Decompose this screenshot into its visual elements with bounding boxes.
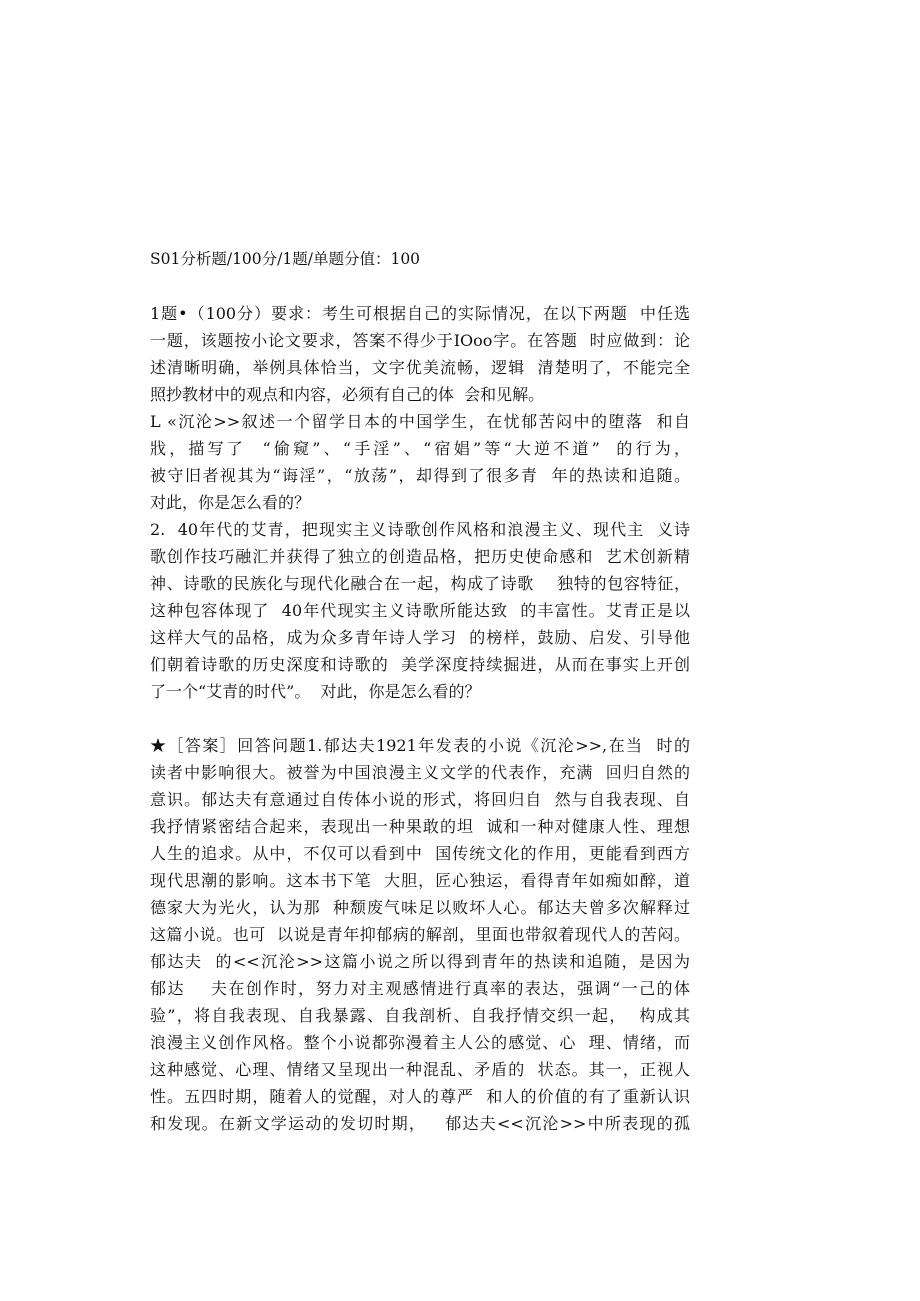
question-line: L «沉沦>>叙述一个留学日本的中国学生，在忧郁苦闷中的堕落 和自 [150, 412, 690, 431]
answer-line: 郁达夫 的<<沉沦>>这篇小说之所以得到青年的热读和追随，是因为 [150, 952, 690, 971]
question-line: 2. 40年代的艾青，把现实主义诗歌创作风格和浪漫主义、现代主 义诗 [150, 520, 690, 539]
answer-line: 验”，将自我表现、自我暴露、自我剖析、自我抒情交织一起， 构成其 [150, 1006, 690, 1025]
question-line: 照抄教材中的观点和内容，必须有自己的体 会和见解。 [150, 385, 545, 404]
question-line: 这样大气的品格，成为众多青年诗人学习 的榜样，鼓励、启发、引导他 [150, 628, 690, 647]
answer-line: 性。五四时期，随着人的觉醒，对人的尊严 和人的价值的有了重新认识 [150, 1087, 690, 1106]
answer-line: 意识。郁达夫有意通过自传体小说的形式，将回归自 然与自我表现、自 [150, 790, 690, 809]
question-line: 这种包容体现了 40年代现实主义诗歌所能达致 的丰富性。艾青正是以 [150, 601, 690, 620]
document-body [150, 246, 690, 1137]
answer-line: 郁达 夫在创作时，努力对主观感情进行真率的表达，强调“一己的体 [150, 979, 690, 998]
question-line: 对此，你是怎么看的？ [150, 493, 311, 512]
question-line: 1题•（100分）要求：考生可根据自己的实际情况，在以下两题 中任选 [150, 304, 690, 323]
question-line: 戕，描写了 “偷窥”、“手淫”、“宿娼”等“大逆不道” 的行为， [150, 439, 690, 458]
question-line: 歌创作技巧融汇并获得了独立的创造品格，把历史使命感和 艺术创新精 [150, 547, 690, 566]
answer-line: 这篇小说。也可 以说是青年抑郁病的解剖，里面也带叙着现代人的苦闷。 [150, 925, 690, 944]
answer-line: 德家大为光火，认为那 种颓废气味足以败坏人心。郁达夫曾多次解释过 [150, 898, 690, 917]
question-block [150, 300, 690, 705]
question-line: 述清晰明确，举例具体恰当，文字优美流畅，逻辑 清楚明了，不能完全 [150, 358, 690, 377]
answer-line: ★［答案］回答问题1.郁达夫1921年发表的小说《沉沦>>,在当 时的 [150, 736, 690, 755]
question-line: 一题，该题按小论文要求，答案不得少于IOoo字。在答题 时应做到：论 [150, 331, 690, 350]
answer-line: 这种感觉、心理、情绪又呈现出一种混乱、矛盾的 状态。其一，正视人 [150, 1060, 690, 1079]
question-line: 神、诗歌的民族化与现代化融合在一起，构成了诗歌 独特的包容特征， [150, 574, 690, 593]
answer-line: 人生的追求。从中，不仅可以看到中 国传统文化的作用，更能看到西方 [150, 844, 690, 863]
answer-line: 和发现。在新文学运动的发切时期， 郁达夫<<沉沦>>中所表现的孤 [150, 1114, 690, 1133]
answer-line: 现代思潮的影响。这本书下笔 大胆，匠心独运，看得青年如痴如醉，道 [150, 871, 690, 890]
question-line: 被守旧者视其为“诲淫”，“放荡”，却得到了很多青 年的热读和追随。 [150, 466, 690, 485]
answer-line: 浪漫主义创作风格。整个小说都弥漫着主人公的感觉、心 理、情绪，而 [150, 1033, 690, 1052]
blank-line [150, 705, 690, 732]
answer-line: 读者中影响很大。被誉为中国浪漫主义文学的代表作，充满 回归自然的 [150, 763, 690, 782]
answer-block [150, 732, 690, 1137]
answer-line: 我抒情紧密结合起来，表现出一种果敢的坦 诚和一种对健康人性、理想 [150, 817, 690, 836]
blank-line [150, 273, 690, 300]
section-header: S01分析题/100分/1题/单题分值：100 [150, 250, 421, 268]
question-line: 们朝着诗歌的历史深度和诗歌的 美学深度持续掘进，从而在事实上开创 [150, 655, 690, 674]
question-line: 了一个“艾青的时代”。 对此，你是怎么看的？ [150, 682, 481, 701]
